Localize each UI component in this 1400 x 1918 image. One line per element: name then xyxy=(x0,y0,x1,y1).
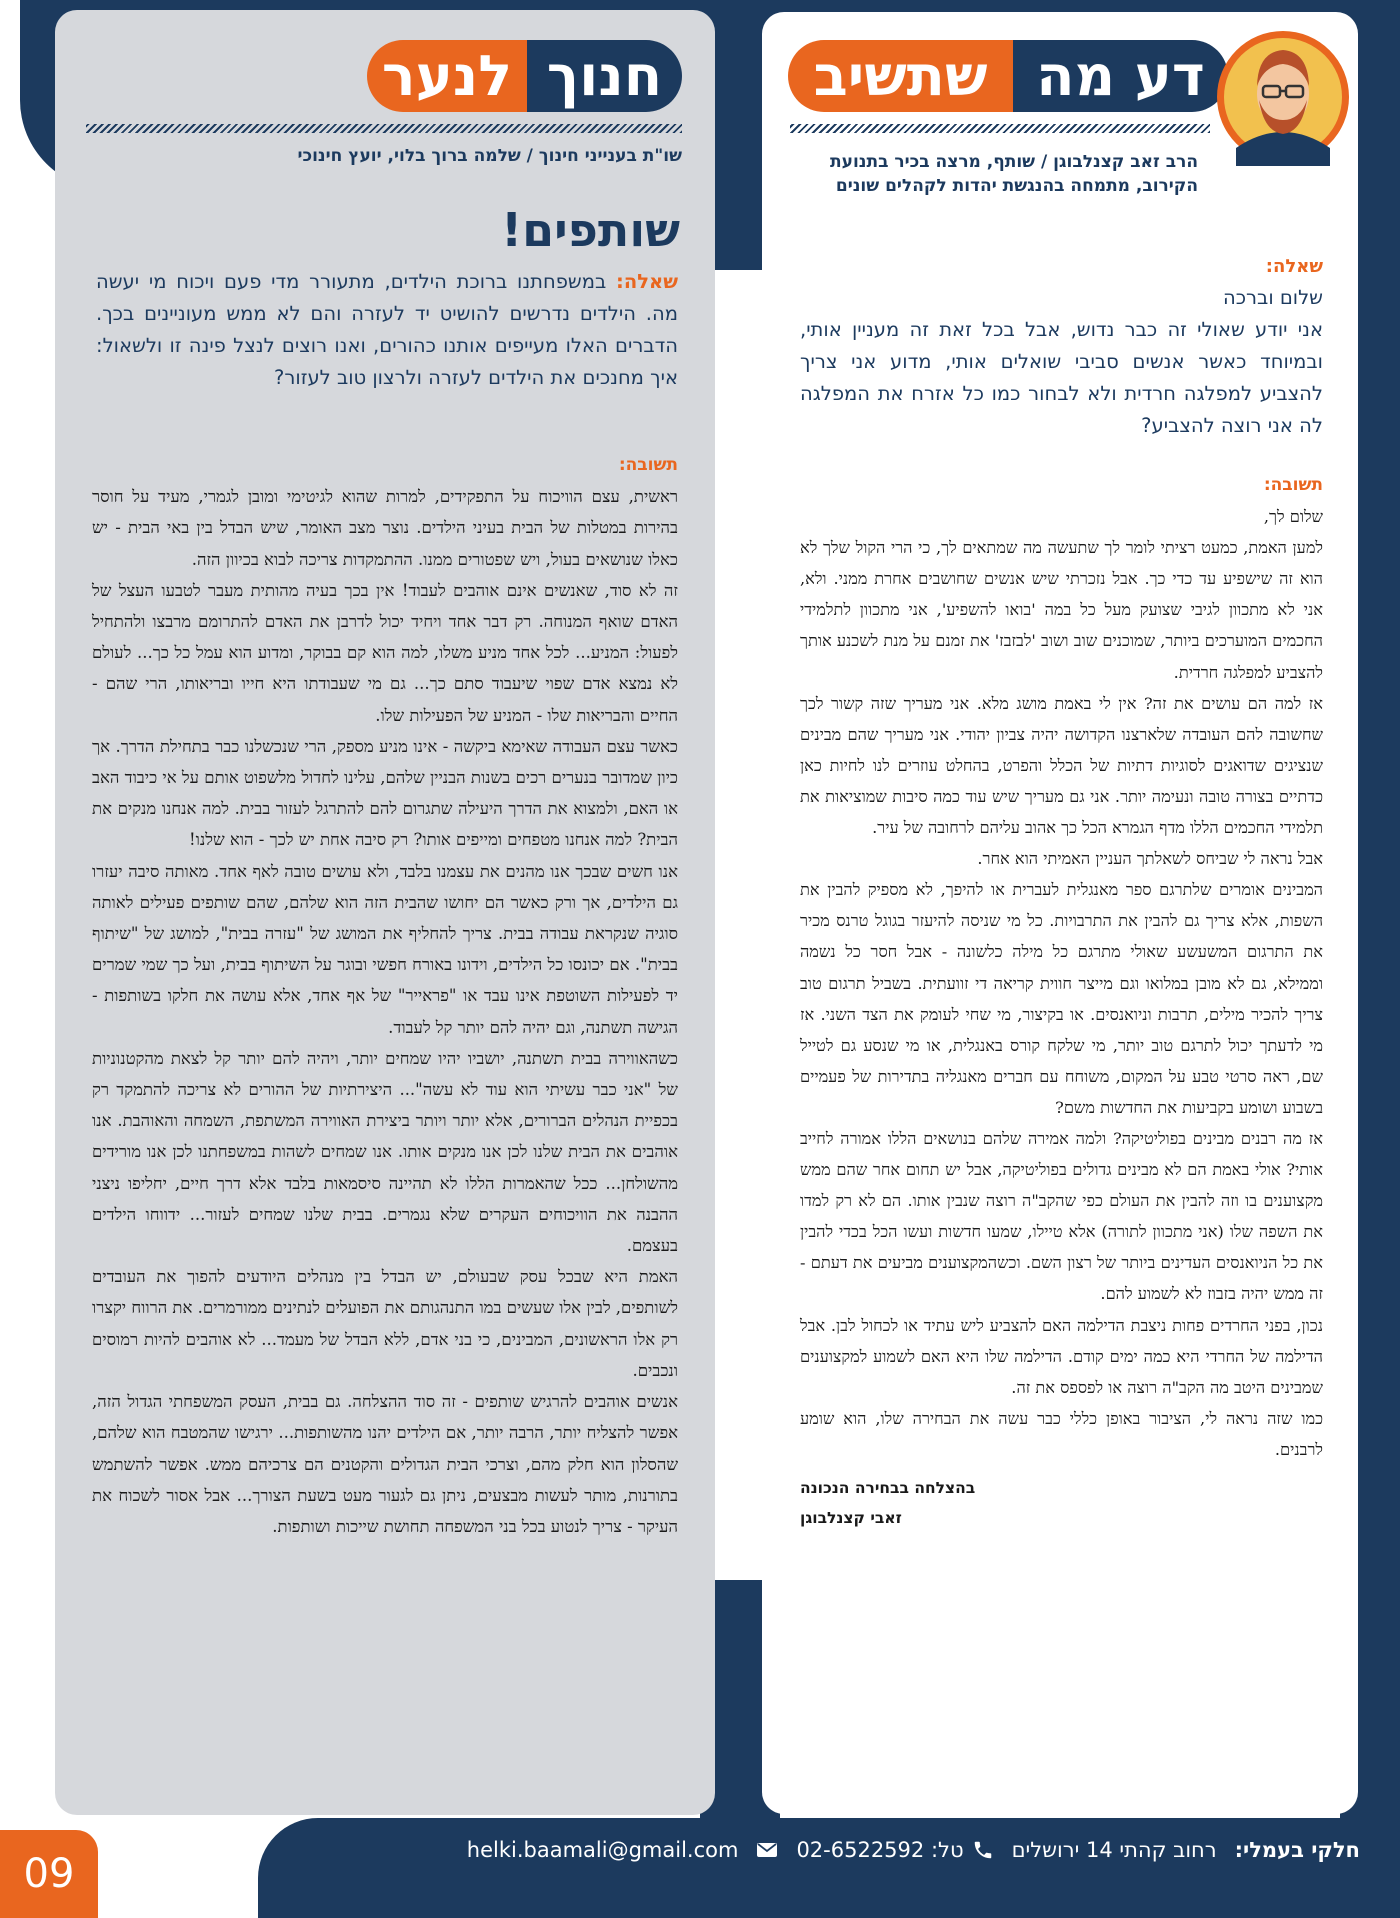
left-answer-label: תשובה: xyxy=(618,455,678,475)
right-question-line: אני יודע שאולי זה כבר נדוש, אבל בכל זאת זה מעניין אותי, ובמיוחד כאשר אנשים סביבי שואלים אותי, מדוע אני צריך להצביע למפלגה חרדית ולא לבחור כמו כל אזרח את המפלגה לה אני רוצה להצביע? xyxy=(800,318,1323,437)
footer-address: רחוב קהתי 14 ירושלים xyxy=(1011,1838,1217,1862)
left-answer-paragraph: ראשית, עצם הוויכוח על התפקידים, למרות שהוא לגיטימי ומובן לגמרי, מעיד על חוסר בהירות במטלות של הבית בעיני הילדים. נוצר מצב האומר, שיש הבדל בין באי הבית - יש כאלו שנושאים בעול, ויש שפטורים ממנו. ההתמקדות צריכה לבוא בכיוון הזה. xyxy=(92,487,678,569)
right-answer-label: תשובה: xyxy=(1263,475,1323,495)
left-header-part1: חנוך xyxy=(527,40,682,112)
right-answer-paragraph: כמו שזה נראה לי, הציבור באופן כללי כבר עשה את הבחירה שלו, הוא שומע לרבנים. xyxy=(800,1408,1323,1459)
left-header-hatch xyxy=(86,124,682,133)
right-header-hatch xyxy=(790,124,1210,133)
footer-email[interactable]: helki.baamali@gmail.com xyxy=(466,1838,739,1862)
right-question xyxy=(800,252,1323,442)
left-column-header xyxy=(367,40,682,112)
right-answer-paragraph: אבל נראה לי שביחס לשאלתך העניין האמיתי הוא אחר. xyxy=(977,849,1323,869)
right-answer-paragraph: נכון, בפני החרדים פחות ניצבת הדילמה האם להצביע ליש עתיד או לכחול לבן. אבל הדילמה של החרדי היא כמה ימים קודם. הדילמה שלו היא האם לשמוע למקצוענים שמבינים היטב מה הקב"ה רוצה או לפספס את זה. xyxy=(800,1315,1323,1397)
phone-icon xyxy=(972,1839,994,1861)
article-title: שותפים! xyxy=(501,203,680,257)
right-question-line: שלום וברכה xyxy=(1223,286,1323,309)
right-answer-paragraph: אז למה הם עושים את זה? אין לי באמת מושג מלא. אני מעריך שזה קשור לכך שחשובה להם העובדה שלארצנו הקדושה יהיה צביון יהודי. אני מעריך שהם מבינים שנציגים שדואגים לסוגיות דתיות של הכלל והפרט, בהחלט עוזרים לנו לחיות כאן כדתיים בצורה טובה ונעימה יותר. אני גם מעריך שיש עוד כמה סיבות שמוציאות את תלמידי החכמים הללו מדף הגמרא הכל כך אהוב עליהם לרחובה של עיר. xyxy=(800,693,1323,838)
left-byline: שו"ת בענייני חינוך / שלמה ברוך בלוי, יועץ חינוכי xyxy=(297,146,682,166)
left-answer-paragraph: אנו חשים שבכך אנו מהנים את עצמנו בלבד, ולא עושים טובה לאף אחד. מאותה סיבה יעזרו גם הילדים, אך ורק כאשר הם יחושו שהבית הזה הוא שלהם, שהם שותפים פעילים לאותה סוגיה שנקראת עבודה בבית. צריך להחליף את המושג של "עזרה בבית", למושג של "שיתוף בבית". אם יכונסו כל הילדים, וידונו באורח חפשי ובוגר על השיתוף בבית, ועל כך שמי שמרים יד לפעילות השוטפת אינו עבד או "פראייר" של אף אחד, אלא עושה את חלקו בשותפות - הגישה תשתנה, וגם יהיה להם יותר קל לעבוד. xyxy=(92,861,678,1037)
signoff: בהצלחה בבחירה הנכונה xyxy=(800,1479,976,1497)
left-question xyxy=(96,266,678,394)
right-answer-paragraph: שלום לך, xyxy=(1263,507,1323,527)
right-answer-paragraph: המבינים אומרים שלתרגם ספר מאנגלית לעברית או להיפך, לא מספיק להבין את השפות, אלא צריך גם להבין את התרבויות. כל מי שניסה להיעזר בגוגל טרנס מכיר את התרגום המשעשע שאולי מתרגם כל מילה כלשונה - אבל חסר כל נשמה וממילא, גם לא מובן במלואו וגם מייצר חווית קריאה די זוועתית. בשביל תרגום טוב צריך להכיר מילים, תרבות וניואנסים. או בקיצור, מי שחי לעומק את הצד השני. אז מי לדעתך יכול לתרגם טוב יותר, מי שלקח קורס באנגלית, או מי שנסע גם לטייל שם, ראה סרטי טבע על המקום, משוחח עם חברים מאנגליה בתדירות של פעמיים בשבוע ושומע בקביעות את החדשות משם? xyxy=(800,880,1323,1117)
right-header-part1: דע מה xyxy=(1013,40,1228,112)
left-question-text: במשפחתנו ברוכת הילדים, מתעורר מדי פעם ויכוח מי יעשה מה. הילדים נדרשים להושיט יד לעזרה והם לא ממש מעוניינים בכך. הדברים האלו מעייפים אותנו כהורים, ואנו רוצים לנצל פינה זו ולשאול: איך מחנכים את הילדים לעזרה ולרצון טוב לעזור? xyxy=(96,270,678,389)
author-avatar xyxy=(1214,28,1352,166)
left-answer xyxy=(92,450,678,1542)
right-byline: הרב זאב קצנלבוגן / שותף, מרצה בכיר בתנועת הקירוב, מתמחה בהנגשת יהדות לקהלים שונים xyxy=(830,152,1198,196)
left-answer-paragraph: כאשר עצם העבודה שאימא ביקשה - אינו מניע מספק, הרי שנכשלנו כבר בתחילת הדרך. אך כיון שמדובר בנערים רכים בשנות הבניין שלהם, עלינו לחדול מלשפוט אותם על אי כיבוד האב או האם, ולמצוא את הדרך היעילה שתגרום להם להתרגל לעזור בבית. למה אנחנו מנקים את הבית? למה אנחנו מטפחים ומייפים אותו? רק סיבה אחת יש לכך - הוא שלנו! xyxy=(92,736,678,850)
right-answer-paragraph: אז מה רבנים מבינים בפוליטיקה? ולמה אמירה שלהם בנושאים הללו אמורה לחייב אותי? אולי באמת הם לא מבינים גדולים בפוליטיקה, אבל יש תחום אחר שהם ממש מקצוענים בו וזה להבין את העולם כפי שהקב"ה רוצה שנבין אותו. הם לא רק למדו את השפה שלו (אני מתכוון לתורה) אלא טיילו, שמעו חדשות ועשו הכל בכדי להבין את כל הניואנסים העדינים ביותר של רצון השם. וכשהמקצוענים מביעים את דעתם - זה ממש יהיה בזבוז לא לשמוע להם. xyxy=(800,1128,1323,1304)
left-answer-paragraph: האמת היא שבכל עסק שבעולם, יש הבדל בין מנהלים היודעים להפוך את העובדים לשותפים, לבין אלו שעשים במו התנהגותם את הפועלים לנתינים ממורמרים. את הרווח יקצרו רק אלו הראשונים, המבינים, כי בני אדם, ללא הבדל של מעמד... לא אוהבים להיות רמוסים ונכבים. xyxy=(92,1267,678,1380)
right-answer xyxy=(800,470,1323,1533)
footer-phone: טל: 02-6522592 xyxy=(796,1838,964,1862)
left-question-label: שאלה: xyxy=(616,270,678,293)
page-number: 09 xyxy=(0,1830,98,1918)
right-answer-paragraph: למען האמת, כמעט רציתי לומר לך שתעשה מה שמתאים לך, כי הרי הקול שלך לא הוא זה שישפיע עד כדי כך. אבל נזכרתי שיש אנשים שחושבים אחרת ממני. ולא, אני לא מתכוון לגיבי שצועק מעל כל במה 'בואו להשפיע', אני מתכוון לתלמידי החכמים המוערכים ביותר, שמוכנים שוב ושוב 'לבזבז' את זמנם על מנת לשכנע אותך להצביע למפלגה חרדית. xyxy=(800,538,1323,682)
left-answer-paragraph: כשהאווירה בבית תשתנה, יושביו יהיו שמחים יותר, ויהיה להם יותר קל לצאת מהקטנוניות של "אני כבר עשיתי הוא עוד לא עשה"... היצירתיות של ההורים לא צריכה להתמקד רק בכפיית הנהלים הברורים, אלא יותר ויותר ביצירת האווירה המשתפת, השמחה והאוהבת. אנו אוהבים את הבית שלנו לכן אנו מנקים אותו. אנו שמחים לשהות במשפחתנו לכן אנו מורידים מהשולחן... ככל שהאמרות הללו לא תהיינה סיסמאות בלבד אלא דרך חיים, יחליפו ניצני ההבנה את הוויכוחים העקרים שלא נגמרים. בבית שלנו שמחים לעזור... ידווחו הילדים בעצמם. xyxy=(92,1048,678,1256)
footer-contact xyxy=(380,1820,1360,1880)
right-header-part2: שתשיב xyxy=(788,40,1013,112)
left-header-part2: לנער xyxy=(367,40,527,112)
signature: זאבי קצנלבוגן xyxy=(800,1509,902,1527)
mail-icon xyxy=(756,1841,778,1859)
left-answer-paragraph: אנשים אוהבים להרגיש שותפים - זה סוד ההצלחה. גם בבית, העסק המשפחתי הגדול הזה, אפשר להצליח יותר, הרבה יותר, אם הילדים יהנו מהשותפות... ירגישו שהמטבח הוא שלהם, שהסלון הוא חלק מהם, וצרכי הבית הגדולים והקטנים הם צרכיהם ממש. אפשר להשתמש בתורנות, מותר לעשות מבצעים, ניתן גם לגעור מעט בשעת הצורך... אבל אסור לשכוח את העיקר - צריך לנטוע בכל בני המשפחה תחושת שייכות ושותפות. xyxy=(92,1392,678,1536)
left-answer-paragraph: זה לא סוד, שאנשים אינם אוהבים לעבוד! אין בכך בעיה מהותית מעבר לטבעו העצל של האדם שואף המנוחה. רק דבר אחד ויחיד יכול לדרבן את האדם להתרומם מרבצו ולהתחיל לפעול: המניע... לכל אחד מניע משלו, למה הוא קם בבוקר, ומדוע הוא עמל כל כך... לעולם לא נמצא אדם שפוי שיעבוד סתם כך... גם מי שעבודתו היא חייו ובריאותו, הרי שהם - החיים והבריאות שלו - המניע של הפעילות שלו. xyxy=(92,580,678,725)
footer-label: חלקי בעמלי: xyxy=(1234,1838,1360,1862)
right-column-header xyxy=(788,40,1228,112)
right-question-label: שאלה: xyxy=(1265,256,1323,277)
